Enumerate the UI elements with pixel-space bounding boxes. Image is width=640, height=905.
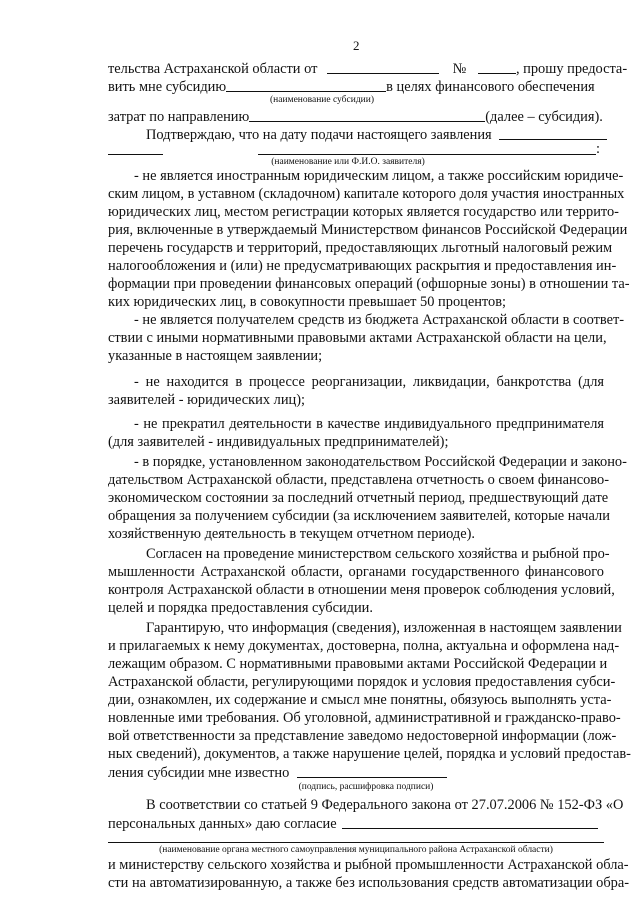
body-line: Согласен на проведение министерством сельского хозяйства и рыбной про- (146, 546, 610, 562)
header-line-3 (108, 108, 603, 126)
number-sign: № (452, 61, 467, 77)
body-line: (для заявителей - индивидуальных предпринимателей); (108, 434, 449, 450)
body-line: рия, включенные в утверждаемый Министерством финансов Российской Федерации (108, 222, 628, 238)
body-line: экономическом состоянии за последний отчетный период, предшествующий дате (108, 490, 609, 506)
subsidy-name-blank (226, 78, 386, 92)
consent-line-4: сти на автоматизированную, а также без использования средств автоматизации обра- (108, 875, 630, 891)
header-line-2-start: вить мне субсидию (108, 79, 227, 95)
body-line: указанные в настоящем заявлении; (108, 348, 323, 364)
consent-line-3: и министерству сельского хозяйства и рыбной промышленности Астраханской обла- (108, 857, 629, 873)
signature-blank (297, 764, 447, 778)
body-line: и прилагаемых к нему документах, достоверна, полна, актуальна и оформлена над- (108, 638, 620, 654)
body-line (108, 764, 447, 782)
direction-blank (249, 108, 485, 122)
page-number: 2 (353, 38, 360, 53)
body-line: ких юридических лиц, в совокупности превышает 50 процентов; (108, 294, 507, 310)
body-line: юридических лиц, местом регистрации которых является государство или террито- (108, 204, 619, 220)
applicant-line-left (108, 154, 163, 155)
caption-signature: (подпись, расшифровка подписи) (298, 782, 434, 792)
number-blank (478, 60, 516, 74)
caption-subsidy-name: (наименование субсидии) (270, 95, 374, 105)
body-line: ных сведений), документов, а также нарушение целей, порядка и условий предостав- (108, 746, 631, 762)
body-line: - не является иностранным юридическим лицом, а также российским юридиче- (134, 168, 624, 184)
body-line: вой ответственности за представление заведомо недостоверной информации (лож- (108, 728, 617, 744)
header-line-4 (146, 126, 607, 144)
body-line: обращения за получением субсидии (за исключением заявителей, которые начали (108, 508, 610, 524)
header-line-3-end: (далее – субсидия). (485, 109, 603, 125)
header-line-2 (108, 78, 595, 96)
header-line-1 (108, 60, 627, 78)
consent-line-1: В соответствии со статьей 9 Федерального закона от 27.07.2006 № 152-ФЗ «О (146, 797, 624, 813)
organ-blank (342, 815, 598, 829)
body-line: лежащим образом. С нормативными правовыми актами Российской Федерации и (108, 656, 608, 672)
consent-line-2-text: персональных данных» даю согласие (108, 816, 337, 832)
body-line: контроля Астраханской области в отношении меня проверок соблюдения условий, (108, 582, 615, 598)
body-line-last: ления субсидии мне известно (108, 765, 290, 781)
applicant-colon: : (596, 141, 600, 157)
body-line: дии, ознакомлен, их содержание и смысл мне понятны, обязуюсь выполнять уста- (108, 692, 612, 708)
body-line: ствии с иными нормативными правовыми актами Астраханской области на цели, (108, 330, 607, 346)
header-line-1-start: тельства Астраханской области от (108, 61, 318, 77)
body-line: налогообложения и (или) не предусматривающих раскрытия и предоставления ин- (108, 258, 617, 274)
header-line-2-end: в целях финансового обеспечения (386, 79, 595, 95)
header-line-1-end: , прошу предоста- (515, 61, 628, 77)
header-line-4-text: Подтверждаю, что на дату подачи настоящего заявления (146, 127, 492, 143)
body-line: - в порядке, установленном законодательством Российской Федерации и законо- (134, 454, 627, 470)
date-submission-blank (499, 126, 607, 140)
body-line: Астраханской области, регулирующими порядок и условия предоставления субси- (108, 674, 616, 690)
body-line: - не является получателем средств из бюджета Астраханской области в соответ- (134, 312, 625, 328)
body-line: - не находится в процессе реорганизации, ликвидации, банкротства (для (134, 374, 604, 390)
caption-organ: (наименование органа местного самоуправления муниципального района Астраханской области) (159, 845, 553, 855)
body-line: заявителей - юридических лиц); (108, 392, 306, 408)
body-line: формации при проведении финансовых операций (офшорные зоны) в отношении та- (108, 276, 630, 292)
applicant-line-right (258, 154, 596, 155)
body-line: ским лицом, в уставном (складочном) капитале которого доля участия иностранных (108, 186, 625, 202)
consent-line-2 (108, 815, 598, 833)
body-line: хозяйственную деятельность в текущем отчетном периоде). (108, 526, 476, 542)
body-line: дательством Астраханской области, представлена отчетность о своем финансово- (108, 472, 609, 488)
body-line: перечень государств и территорий, предоставляющих льготный налоговый режим (108, 240, 613, 256)
organ-line (108, 842, 604, 843)
date-blank (327, 60, 439, 74)
body-line: - не прекратил деятельности в качестве индивидуального предпринимателя (134, 416, 604, 432)
body-line: целей и порядка предоставления субсидии. (108, 600, 373, 616)
body-line: новленные ими требования. Об уголовной, административной и гражданско-право- (108, 710, 621, 726)
header-line-3-start: затрат по направлению (108, 109, 250, 125)
body-line: Гарантирую, что информация (сведения), изложенная в настоящем заявлении (146, 620, 622, 636)
body-line: мышленности Астраханской области, органами государственного финансового (108, 564, 604, 580)
caption-applicant: (наименование или Ф.И.О. заявителя) (271, 157, 425, 167)
